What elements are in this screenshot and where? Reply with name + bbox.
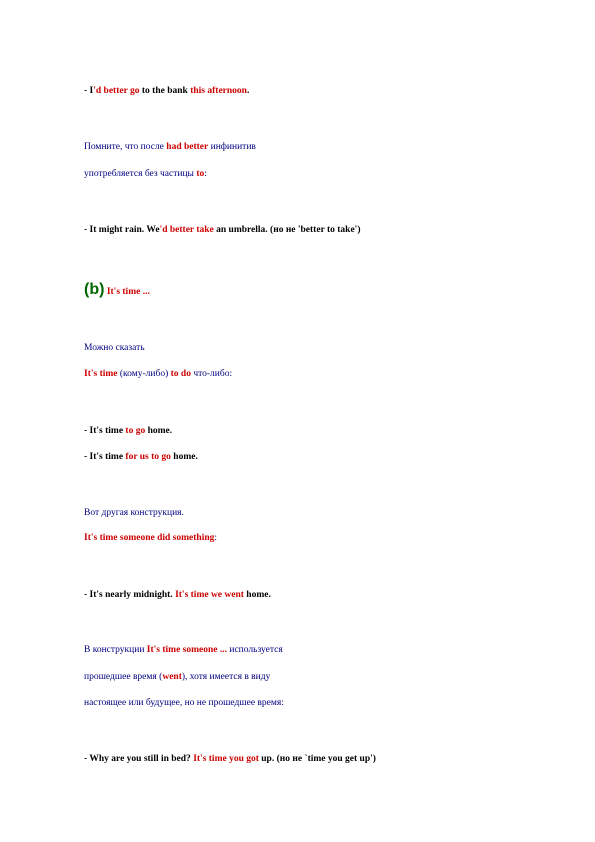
rule-had-better: Помните, что после had better инфинитив xyxy=(84,142,256,152)
example-midnight: - It's nearly midnight. It's time we went home. xyxy=(84,590,271,600)
rule-past-tense: прошедшее время (went), хотя имеется в виду xyxy=(84,672,271,682)
example-time-to-go: - It's time to go home. xyxy=(84,426,173,436)
section-letter: (b) xyxy=(84,281,105,298)
text-can-say: Можно сказать xyxy=(84,343,145,353)
rule-without-to: употребляется без частицы to: xyxy=(84,169,207,179)
section-heading xyxy=(84,281,150,301)
pattern-someone-did: It's time someone did something: xyxy=(84,533,218,543)
text-another-construction: Вот другая конструкция. xyxy=(84,508,184,518)
example-umbrella: - It might rain. We'd better take an umbrella. (но не 'better to take') xyxy=(84,225,361,235)
example-better-go: - I'd better go to the bank this afternoon. xyxy=(84,86,250,96)
rule-present-future: настоящее или будущее, но не прошедшее время: xyxy=(84,698,284,708)
example-still-in-bed: - Why are you still in bed? It's time you got up. (но не `time you get up') xyxy=(84,754,376,764)
pattern-its-time-to-do: It's time (кому-либо) to do что-либо: xyxy=(84,369,233,379)
rule-construction: В конструкции It's time someone ... используется xyxy=(84,645,283,655)
example-for-us: - It's time for us to go home. xyxy=(84,452,198,462)
section-title: It's time ... xyxy=(106,287,150,297)
